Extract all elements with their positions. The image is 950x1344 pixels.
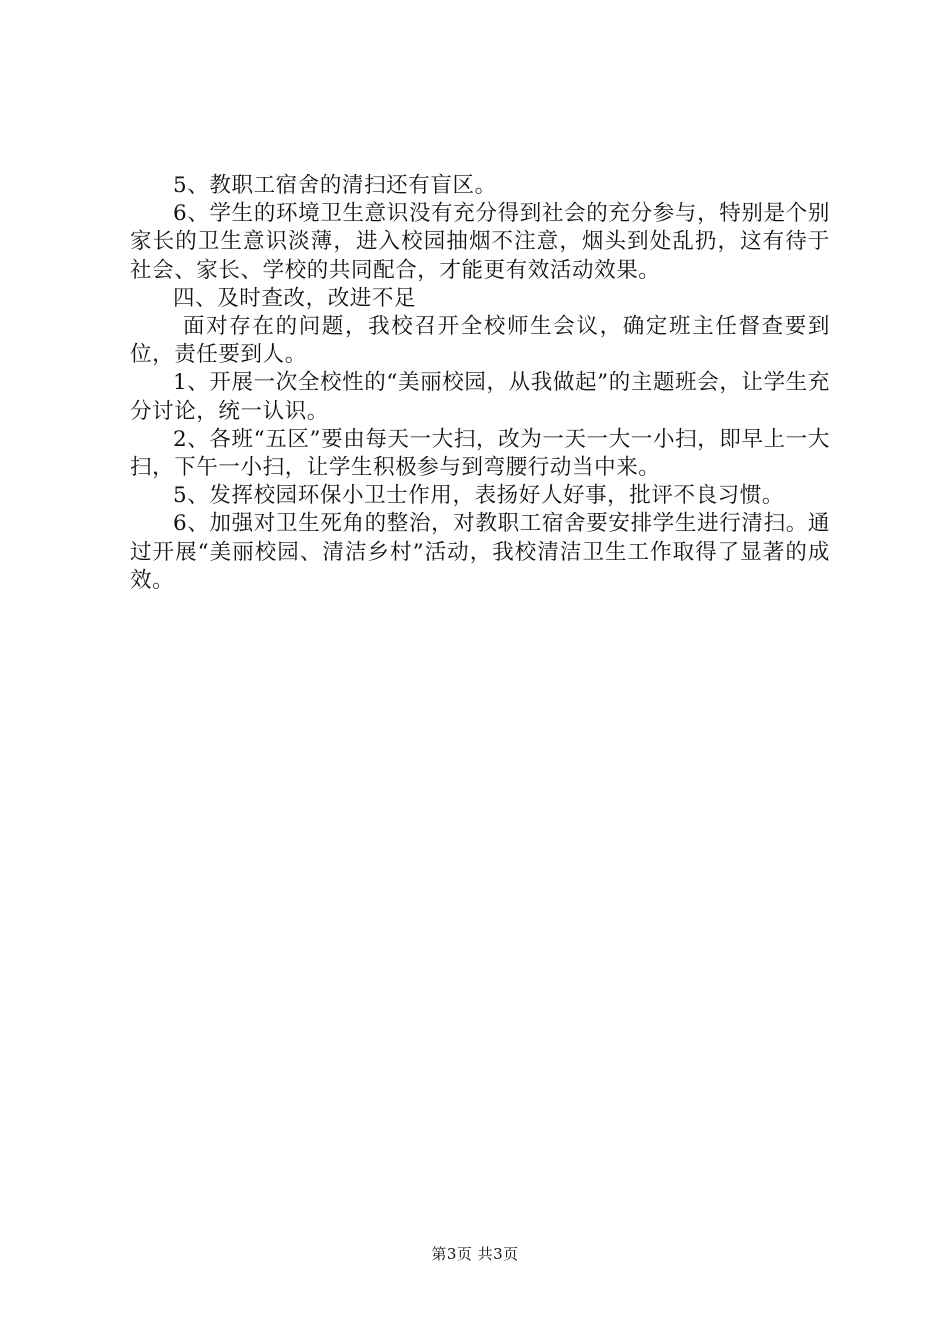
paragraph-item-1-class-meeting: 1、开展一次全校性的“美丽校园，从我做起”的主题班会，让学生充分讨论，统一认识。 xyxy=(130,370,830,424)
paragraph-item-2-cleaning: 2、各班“五区”要由每天一大扫，改为一天一大一小扫，即早上一大扫，下午一小扫，让学生积极参与到弯腰行动当中来。 xyxy=(130,426,830,481)
document-body xyxy=(130,172,830,595)
page-footer: 第3页 共3页 xyxy=(431,1245,519,1263)
paragraph-intro: 面对存在的问题，我校召开全校师生会议，确定班主任督查要到位，责任要到人。 xyxy=(130,314,830,368)
paragraph-item-6-awareness: 6、学生的环境卫生意识没有充分得到社会的充分参与，特别是个别家长的卫生意识淡薄，进入校园抽烟不注意，烟头到处乱扔，这有待于社会、家长、学校的共同配合，才能更有效活动效果。 xyxy=(130,201,830,283)
paragraph-item-5-guards: 5、发挥校园环保小卫士作用，表扬好人好事，批评不良习惯。 xyxy=(173,483,784,509)
paragraph-item-5-dorm: 5、教职工宿舍的清扫还有盲区。 xyxy=(173,173,497,198)
paragraph-item-6-corners: 6、加强对卫生死角的整治，对教职工宿舍要安排学生进行清扫。通过开展“美丽校园、清洁乡村”活动，我校清洁卫生工作取得了显著的成效。 xyxy=(130,511,830,593)
section-heading: 四、及时查改，改进不足 xyxy=(173,285,417,311)
